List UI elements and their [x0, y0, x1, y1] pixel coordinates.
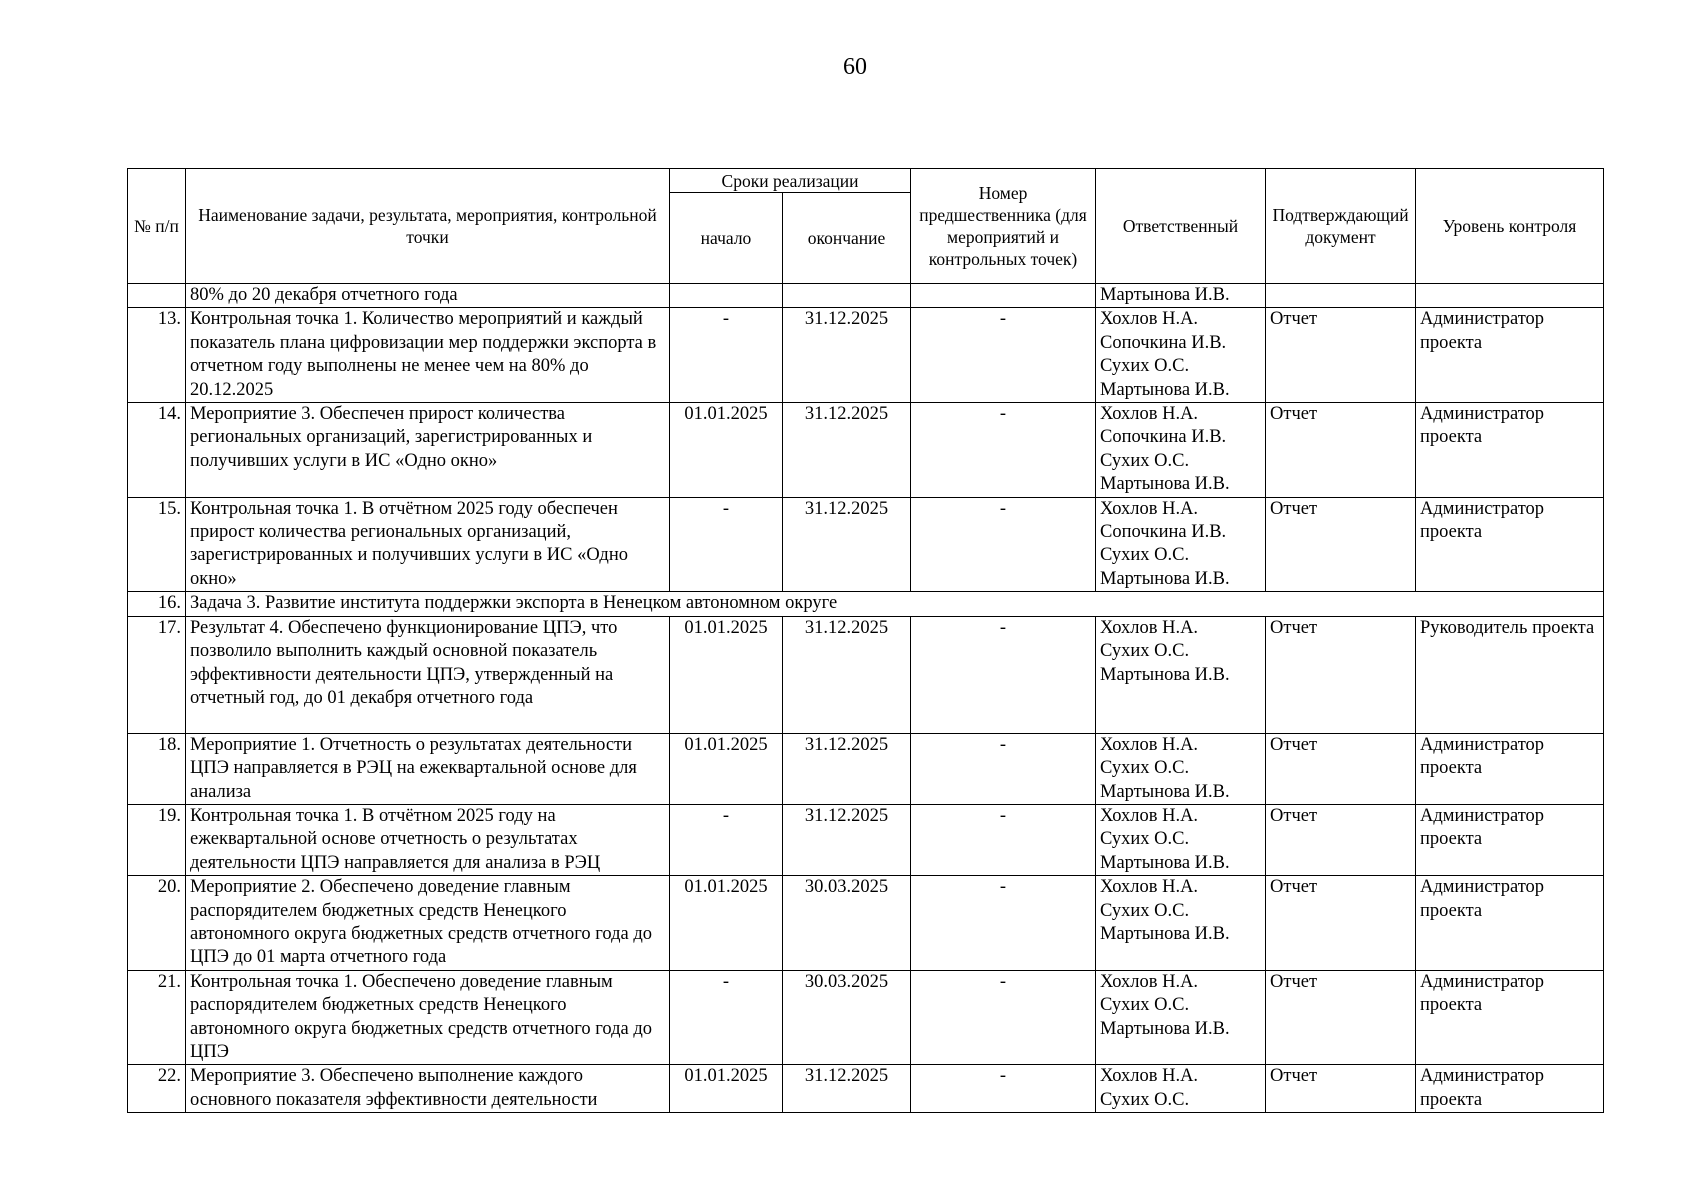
row-number: 13. [128, 308, 186, 403]
row-control-level: Администратор проекта [1416, 876, 1604, 971]
row-name: Контрольная точка 1. Количество мероприятий и каждый показатель плана цифровизации мер поддержки экспорта в отчетном году выполнены не менее чем на 80% до 20.12.2025 [186, 308, 670, 403]
row-responsible: Хохлов Н.А. Сухих О.С. Мартынова И.В. [1096, 804, 1266, 875]
row-end-date: 30.03.2025 [783, 876, 911, 971]
header-document: Подтверждающий документ [1266, 169, 1416, 284]
row-name: Мероприятие 2. Обеспечено доведение главным распорядителем бюджетных средств Ненецкого автономного округа бюджетных средств отчетного года до ЦПЭ до 01 марта отчетного года [186, 876, 670, 971]
row-number: 15. [128, 497, 186, 592]
row-document: Отчет [1266, 804, 1416, 875]
project-plan-table [127, 168, 1604, 1113]
row-responsible: Мартынова И.В. [1096, 284, 1266, 308]
row-predecessor: - [911, 876, 1096, 971]
row-predecessor: - [911, 970, 1096, 1065]
row-predecessor: - [911, 308, 1096, 403]
row-control-level: Администратор проекта [1416, 497, 1604, 592]
row-control-level [1416, 284, 1604, 308]
row-name: Контрольная точка 1. В отчётном 2025 году на ежеквартальной основе отчетность о результатах деятельности ЦПЭ направляется для анализа в РЭЦ [186, 804, 670, 875]
row-responsible: Хохлов Н.А. Сопочкина И.В. Сухих О.С. Мартынова И.В. [1096, 403, 1266, 498]
row-end-date [783, 284, 911, 308]
row-name: Контрольная точка 1. Обеспечено доведение главным распорядителем бюджетных средств Ненецкого автономного округа бюджетных средств отчетного года до ЦПЭ [186, 970, 670, 1065]
row-responsible: Хохлов Н.А. Сухих О.С. Мартынова И.В. [1096, 970, 1266, 1065]
row-number: 14. [128, 403, 186, 498]
row-name: Результат 4. Обеспечено функционирование ЦПЭ, что позволило выполнить каждый основной показатель эффективности деятельности ЦПЭ, утвержденный на отчетный год, до 01 декабря отчетного года [186, 616, 670, 733]
header-name: Наименование задачи, результата, мероприятия, контрольной точки [186, 169, 670, 284]
row-start-date: - [670, 804, 783, 875]
row-control-level: Администратор проекта [1416, 733, 1604, 804]
row-predecessor: - [911, 733, 1096, 804]
row-control-level: Администратор проекта [1416, 970, 1604, 1065]
row-start-date: 01.01.2025 [670, 876, 783, 971]
row-end-date: 31.12.2025 [783, 804, 911, 875]
header-start: начало [670, 193, 783, 284]
row-start-date: 01.01.2025 [670, 733, 783, 804]
row-start-date: - [670, 497, 783, 592]
row-name: Контрольная точка 1. В отчётном 2025 году обеспечен прирост количества региональных организаций, зарегистрированных и получивших услуги в ИС «Одно окно» [186, 497, 670, 592]
table-row [128, 592, 1604, 616]
row-document [1266, 284, 1416, 308]
row-start-date: 01.01.2025 [670, 616, 783, 733]
table-row [128, 970, 1604, 1065]
row-responsible: Хохлов Н.А. Сопочкина И.В. Сухих О.С. Мартынова И.В. [1096, 497, 1266, 592]
table-row [128, 284, 1604, 308]
row-document: Отчет [1266, 876, 1416, 971]
row-predecessor: - [911, 804, 1096, 875]
header-terms: Сроки реализации [670, 169, 911, 193]
header-responsible: Ответственный [1096, 169, 1266, 284]
row-responsible: Хохлов Н.А. Сухих О.С. Мартынова И.В. [1096, 733, 1266, 804]
row-control-level: Администратор проекта [1416, 308, 1604, 403]
row-start-date: 01.01.2025 [670, 403, 783, 498]
row-document: Отчет [1266, 497, 1416, 592]
row-end-date: 31.12.2025 [783, 1065, 911, 1113]
header-num: № п/п [128, 169, 186, 284]
row-document: Отчет [1266, 308, 1416, 403]
table-body [128, 284, 1604, 1113]
row-responsible: Хохлов Н.А. Сухих О.С. Мартынова И.В. [1096, 876, 1266, 971]
row-number: 22. [128, 1065, 186, 1113]
table-row [128, 497, 1604, 592]
row-number: 20. [128, 876, 186, 971]
table-row [128, 804, 1604, 875]
row-control-level: Администратор проекта [1416, 1065, 1604, 1113]
row-document: Отчет [1266, 1065, 1416, 1113]
row-end-date: 31.12.2025 [783, 497, 911, 592]
row-predecessor: - [911, 403, 1096, 498]
row-document: Отчет [1266, 403, 1416, 498]
row-name: Мероприятие 3. Обеспечено выполнение каждого основного показателя эффективности деятельности [186, 1065, 670, 1113]
row-start-date [670, 284, 783, 308]
header-predecessor: Номер предшественника (для мероприятий и контрольных точек) [911, 169, 1096, 284]
row-predecessor: - [911, 616, 1096, 733]
row-number: 17. [128, 616, 186, 733]
task-cell: Задача 3. Развитие института поддержки экспорта в Ненецком автономном округе [186, 592, 1604, 616]
row-number: 18. [128, 733, 186, 804]
row-end-date: 31.12.2025 [783, 308, 911, 403]
row-end-date: 31.12.2025 [783, 616, 911, 733]
header-end: окончание [783, 193, 911, 284]
row-predecessor [911, 284, 1096, 308]
row-end-date: 31.12.2025 [783, 733, 911, 804]
row-control-level: Администратор проекта [1416, 804, 1604, 875]
row-name: Мероприятие 1. Отчетность о результатах деятельности ЦПЭ направляется в РЭЦ на ежеквартальной основе для анализа [186, 733, 670, 804]
table-row [128, 616, 1604, 733]
table-row [128, 876, 1604, 971]
row-number: 16. [128, 592, 186, 616]
table-row [128, 403, 1604, 498]
row-document: Отчет [1266, 733, 1416, 804]
row-number: 21. [128, 970, 186, 1065]
row-number: 19. [128, 804, 186, 875]
row-predecessor: - [911, 1065, 1096, 1113]
row-end-date: 31.12.2025 [783, 403, 911, 498]
row-control-level: Администратор проекта [1416, 403, 1604, 498]
page-number: 60 [843, 54, 867, 80]
header-control: Уровень контроля [1416, 169, 1604, 284]
row-responsible: Хохлов Н.А. Сухих О.С. Мартынова И.В. [1096, 616, 1266, 733]
row-start-date: - [670, 308, 783, 403]
row-responsible: Хохлов Н.А. Сухих О.С. [1096, 1065, 1266, 1113]
table-row [128, 733, 1604, 804]
row-predecessor: - [911, 497, 1096, 592]
row-name: 80% до 20 декабря отчетного года [186, 284, 670, 308]
row-end-date: 30.03.2025 [783, 970, 911, 1065]
row-number [128, 284, 186, 308]
row-responsible: Хохлов Н.А. Сопочкина И.В. Сухих О.С. Мартынова И.В. [1096, 308, 1266, 403]
row-document: Отчет [1266, 616, 1416, 733]
table-row [128, 308, 1604, 403]
row-control-level: Руководитель проекта [1416, 616, 1604, 733]
row-document: Отчет [1266, 970, 1416, 1065]
row-name: Мероприятие 3. Обеспечен прирост количества региональных организаций, зарегистрированных и получивших услуги в ИС «Одно окно» [186, 403, 670, 498]
table-row [128, 1065, 1604, 1113]
row-start-date: 01.01.2025 [670, 1065, 783, 1113]
row-start-date: - [670, 970, 783, 1065]
